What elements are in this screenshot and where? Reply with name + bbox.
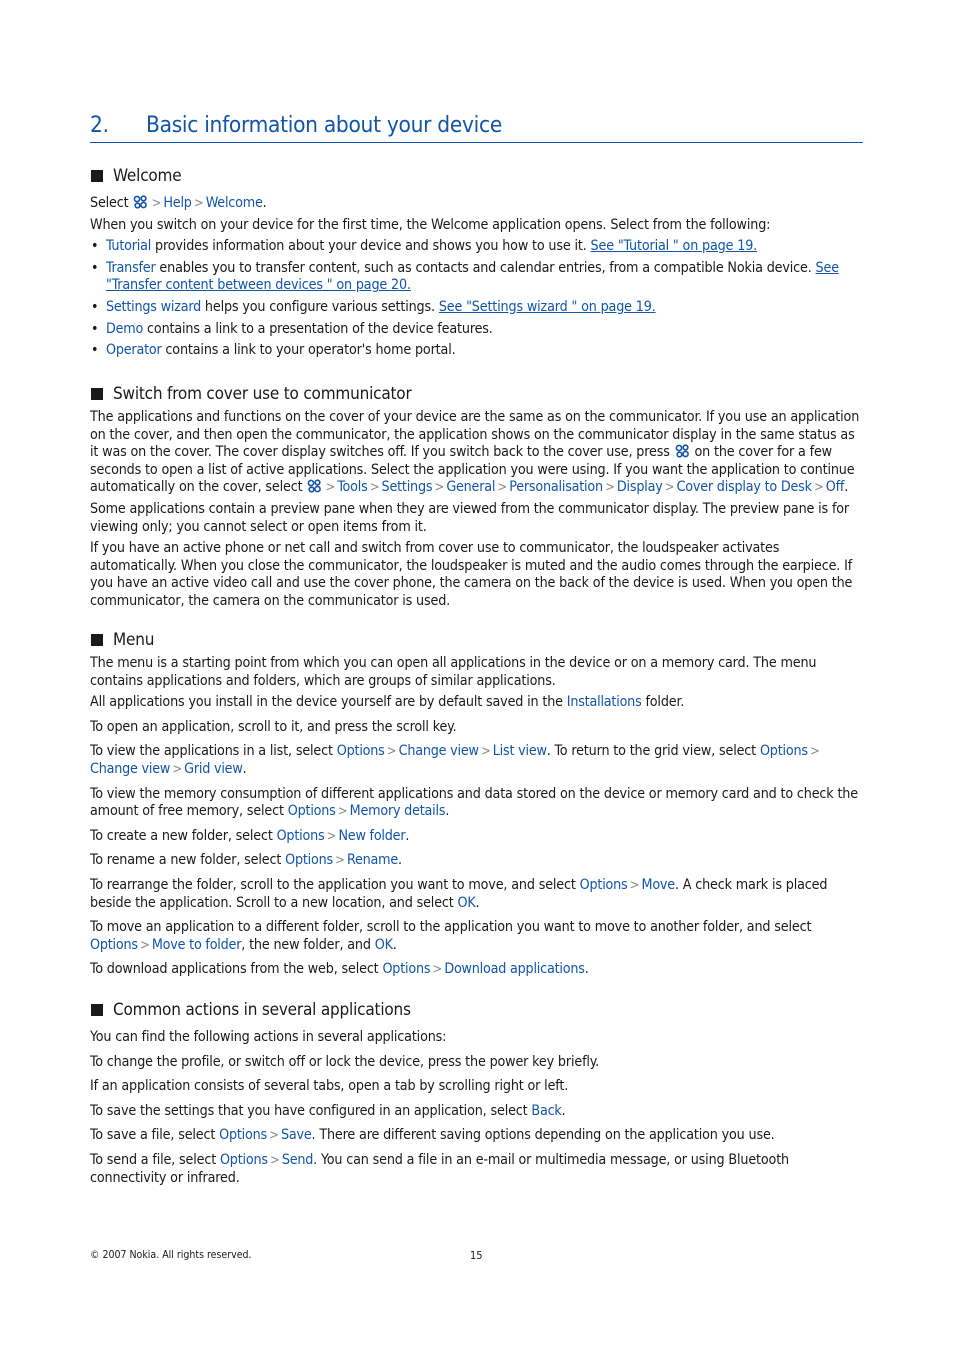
menu-option[interactable]: Options [287, 803, 336, 820]
paragraph: If an application consists of several tabs, open a tab by scrolling right or left. [90, 1078, 569, 1095]
welcome-list [90, 238, 863, 360]
heading-square-icon [91, 1004, 103, 1016]
menu-option[interactable]: Options [219, 1127, 267, 1144]
chevron-right-icon: > [813, 480, 824, 496]
chevron-right-icon: > [337, 804, 348, 820]
menu-option[interactable]: Display [616, 479, 663, 496]
paragraph: To create a new folder, select Options > New folder. [90, 827, 410, 844]
chevron-right-icon: > [193, 196, 204, 211]
menu-option[interactable]: Move [641, 876, 675, 893]
menu-option[interactable]: Save [280, 1127, 312, 1144]
chevron-right-icon: > [629, 877, 640, 893]
menu-option[interactable]: Personalisation [509, 479, 603, 496]
section-heading: Welcome [90, 165, 863, 187]
menu-option[interactable]: General [446, 479, 496, 496]
heading-square-icon [91, 634, 103, 646]
chevron-right-icon: > [605, 480, 615, 496]
welcome-intro: When you switch on your device for the first time, the Welcome application opens. Select from the following: [90, 216, 771, 233]
menu-option[interactable]: Options [219, 1151, 268, 1168]
chevron-right-icon: > [432, 962, 443, 978]
paragraph: To rename a new folder, select Options > Rename. [90, 852, 402, 869]
paragraph: You can find the following actions in several applications: [90, 1029, 447, 1045]
chevron-right-icon: > [369, 480, 380, 496]
paragraph: To rearrange the folder, scroll to the application you want to move, and select Options > Move. A check mark is placed beside the application. Scroll to a new location, and select OK. [90, 876, 828, 911]
paragraph: To open an application, scroll to it, and press the scroll key. [90, 718, 457, 735]
chapter-heading [90, 110, 863, 143]
paragraph: Some applications contain a preview pane when they are viewed from the communicator display. The preview pane is for viewing only; you cannot select or open items from it. [90, 500, 850, 535]
chevron-right-icon: > [151, 196, 162, 211]
cross-reference-link[interactable]: See "Tutorial " on page 19. [590, 238, 758, 255]
menu-option[interactable]: Options [759, 743, 808, 760]
menu-option[interactable]: Options [90, 936, 138, 953]
chevron-right-icon: > [335, 853, 345, 869]
chapter-number: 2. [90, 112, 109, 138]
chevron-right-icon: > [269, 1152, 280, 1168]
section-common-actions [90, 999, 863, 1187]
menu-option[interactable]: Change view [90, 760, 171, 777]
menu-option[interactable]: Memory details [349, 803, 446, 820]
section-heading: Menu [90, 629, 863, 651]
chevron-right-icon: > [172, 761, 182, 777]
menu-option[interactable]: Help [163, 195, 192, 211]
menu-option[interactable]: New folder [338, 827, 406, 844]
chevron-right-icon: > [664, 480, 675, 496]
menu-option[interactable]: Download applications [444, 961, 585, 978]
paragraph: All applications you install in the device yourself are by default saved in the Installations folder. [90, 694, 685, 711]
ok-option[interactable]: OK [457, 894, 476, 911]
chapter-title: Basic information about your device [146, 112, 502, 138]
menu-option[interactable]: Off [825, 479, 845, 496]
menu-option[interactable]: Options [382, 961, 431, 978]
welcome-select-path: Select > Help > Welcome. [90, 195, 267, 211]
chevron-right-icon: > [269, 1128, 279, 1144]
section-heading: Switch from cover use to communicator [90, 383, 863, 405]
section-switch [90, 383, 863, 611]
menu-option[interactable]: Move to folder [151, 936, 242, 953]
chevron-right-icon: > [434, 480, 445, 496]
chevron-right-icon: > [809, 744, 820, 760]
paragraph: The applications and functions on the cover of your device are the same as on the communicator. If you use an application on the cover, and then open the communicator, the application shows on the communicator display in the same status as it was on the cover. The cover display switches off. If you switch back to the cover use, press on the cover for a few seconds to open a list of active applications. Select the application you were using. If you want the application to continue automatically on the cover, select > Tools > Settings > General > Personalisation > Display > Cover display to Desk > Off. [90, 409, 860, 496]
folder-name[interactable]: Installations [566, 694, 642, 711]
menu-option[interactable]: Grid view [184, 760, 243, 777]
cross-reference-link[interactable]: See "Transfer content between devices " on page 20. [106, 259, 839, 294]
menu-option[interactable]: Options [336, 743, 385, 760]
chevron-right-icon: > [325, 480, 336, 496]
paragraph: To download applications from the web, select Options > Download applications. [90, 961, 589, 978]
paragraph: If you have an active phone or net call and switch from cover use to communicator, the loudspeaker activates automatically. When you close the communicator, the loudspeaker is muted and the audio comes through the earpiece. If you have an active video call and use the cover phone, the camera on the back of the device is used. When you open the communicator, the camera on the communicator is used. [90, 540, 853, 609]
paragraph: To view the memory consumption of different applications and data stored on the device or memory card and to check the amount of free memory, select Options > Memory details. [90, 785, 858, 820]
paragraph: To save a file, select Options > Save. There are different saving options depending on the application you use. [90, 1127, 775, 1144]
section-heading: Common actions in several applications [90, 999, 863, 1021]
paragraph: To change the profile, or switch off or lock the device, press the power key briefly. [90, 1053, 600, 1070]
list-item: • Settings wizard helps you configure various settings. See "Settings wizard " on page 19. [90, 299, 863, 317]
ok-option[interactable]: OK [374, 936, 393, 953]
menu-option[interactable]: Cover display to Desk [676, 479, 812, 496]
menu-key-icon [133, 195, 148, 209]
chevron-right-icon: > [497, 480, 508, 496]
paragraph: To save the settings that you have configured in an application, select Back. [90, 1102, 566, 1119]
back-option[interactable]: Back [531, 1102, 562, 1119]
section-welcome [90, 165, 863, 360]
list-item: • Transfer enables you to transfer content, such as contacts and calendar entries, from a compatible Nokia device. See "Transfer content between devices " on page 20. [90, 260, 863, 295]
footer-copyright: © 2007 Nokia. All rights reserved. [90, 1249, 252, 1261]
chevron-right-icon: > [386, 744, 397, 760]
chevron-right-icon: > [140, 937, 150, 953]
heading-square-icon [91, 170, 103, 182]
menu-option[interactable]: Send [281, 1151, 314, 1168]
menu-option[interactable]: Tools [337, 479, 368, 496]
paragraph: To move an application to a different folder, scroll to the application you want to move to another folder, and select Options > Move to folder, the new folder, and OK. [90, 919, 812, 953]
list-item: • Operator contains a link to your operator's home portal. [90, 342, 863, 360]
menu-option[interactable]: Rename [346, 852, 399, 869]
chevron-right-icon: > [480, 744, 491, 760]
heading-square-icon [91, 388, 103, 400]
list-item: • Demo contains a link to a presentation of the device features. [90, 321, 863, 339]
paragraph: To view the applications in a list, select Options > Change view > List view. To return to the grid view, select Options >Change view > Grid view. [90, 743, 863, 778]
menu-option[interactable]: Settings [381, 479, 433, 496]
menu-option[interactable]: Welcome [205, 195, 263, 211]
menu-key-icon [307, 479, 322, 493]
menu-option[interactable]: Options [285, 852, 333, 869]
paragraph: To send a file, select Options > Send. You can send a file in an e-mail or multimedia message, or using Bluetooth connectivity or infrared. [90, 1151, 789, 1186]
paragraph: The menu is a starting point from which you can open all applications in the device or on a memory card. The menu contains applications and folders, which are groups of similar applications. [90, 655, 817, 689]
menu-key-icon [675, 444, 690, 458]
list-item: • Tutorial provides information about your device and shows you how to use it. See "Tutorial " on page 19. [90, 238, 863, 256]
section-menu [90, 629, 863, 979]
menu-option[interactable]: List view [492, 743, 547, 760]
menu-option[interactable]: Options [579, 876, 628, 893]
menu-option[interactable]: Change view [398, 743, 479, 760]
page-number: 15 [470, 1249, 483, 1262]
menu-option[interactable]: Options [276, 827, 325, 844]
chevron-right-icon: > [326, 828, 337, 844]
cross-reference-link[interactable]: See "Settings wizard " on page 19. [438, 298, 656, 315]
